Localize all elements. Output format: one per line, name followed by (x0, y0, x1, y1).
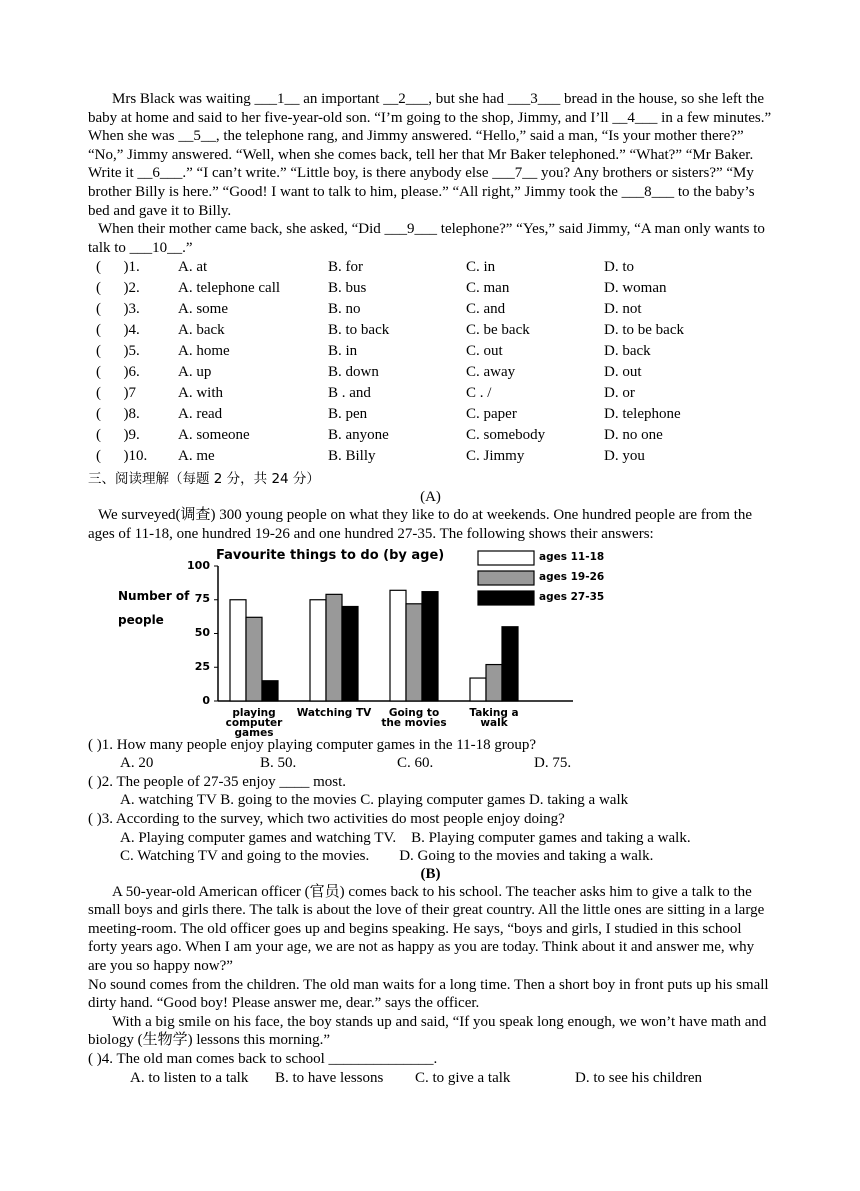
option-b: B. in (328, 343, 358, 360)
option-d: D. woman (604, 280, 667, 297)
y-tick-label: 100 (187, 558, 210, 572)
option-b: B. bus (328, 280, 367, 297)
x-category-label-line: Watching TV (296, 706, 372, 719)
option-b: B. for (328, 259, 363, 276)
option-d: D. not (604, 301, 642, 318)
x-category-label-line: computer games (225, 716, 283, 739)
y-tick-label: 75 (194, 592, 210, 606)
option-b: B . and (328, 385, 371, 402)
answer-option: B. to have lessons (275, 1069, 384, 1086)
option-d: D. or (604, 385, 635, 402)
option-blank: ( )8. (96, 406, 140, 423)
bar-0-1 (310, 599, 326, 700)
cloze-options (88, 257, 773, 467)
x-category-label-line: playing (232, 706, 276, 719)
x-category-label (454, 708, 534, 728)
bar-2-1 (342, 606, 358, 701)
option-blank: ( )4. (96, 322, 140, 339)
option-d: D. back (604, 343, 651, 360)
bar-1-2 (406, 603, 422, 700)
passage-b-paragraph-2: No sound comes from the children. The old man waits for a long time. Then a short boy in front puts up his small dirty hand. “Good boy! Please answer me, dear.” says the officer. (88, 976, 769, 1012)
question-3-options-line1: A. Playing computer games and watching TV. B. Playing computer games and taking a walk. (120, 829, 691, 846)
chart-title: Favourite things to do (by age) (216, 547, 445, 563)
worksheet-page (88, 90, 773, 1087)
y-tick-label: 25 (194, 659, 210, 673)
x-category-label-line: the movies (381, 716, 447, 729)
passage-b-label: (B) (420, 865, 441, 882)
answer-option: A. 20 (120, 755, 154, 772)
passage-a-intro: We surveyed(调查) 300 young people on what they like to do at weekends. One hundred people are from the ages of 11-18, one hundred 19-26 and one hundred 27-35. The following shows their answers: (88, 507, 753, 542)
option-b: B. anyone (328, 427, 389, 444)
question-3: ( )3. According to the survey, which two activities do most people enjoy doing? (88, 810, 565, 827)
answer-option: D. to see his children (575, 1069, 703, 1086)
bar-2-2 (422, 591, 438, 700)
option-a: A. some (178, 301, 228, 318)
x-category-label-line: Going to (388, 706, 440, 719)
option-c: C. Jimmy (466, 448, 525, 465)
option-blank: ( )7 (96, 385, 136, 402)
option-c: C. man (466, 280, 510, 297)
bar-1-1 (326, 594, 342, 701)
option-a: A. me (178, 448, 215, 465)
option-c: C. away (466, 364, 516, 381)
legend-label: ages 27-35 (539, 590, 605, 603)
option-c: C . / (466, 385, 492, 402)
passage-b-paragraph-3: With a big smile on his face, the boy stands up and said, “If you speak long enough, we won’t have math and biology (生物学) lessons this morning.” (88, 1013, 767, 1049)
x-category-label-line: Taking a walk (469, 706, 519, 729)
option-row (88, 299, 773, 320)
question-2-options: A. watching TV B. going to the movies C. playing computer games D. taking a walk (120, 792, 629, 809)
option-blank: ( )9. (96, 427, 140, 444)
option-b: B. down (328, 364, 379, 381)
option-d: D. to be back (604, 322, 684, 339)
option-a: A. at (178, 259, 208, 276)
option-row (88, 446, 773, 467)
option-blank: ( )1. (96, 259, 140, 276)
option-blank: ( )10. (96, 448, 148, 465)
question-3-options-line2: C. Watching TV and going to the movies. D. Going to the movies and taking a walk. (120, 848, 654, 865)
x-category-label (294, 708, 374, 718)
legend-label: ages 11-18 (539, 550, 605, 563)
option-b: B. no (328, 301, 361, 318)
option-c: C. paper (466, 406, 517, 423)
cloze-paragraph-2: When their mother came back, she asked, “Did ___9___ telephone?” “Yes,” said Jimmy, “A man only wants to talk to ___10__.” (88, 221, 765, 256)
option-row (88, 383, 773, 404)
bar-0-3 (470, 678, 486, 701)
question-4-options (88, 1069, 773, 1088)
option-a: A. someone (178, 427, 250, 444)
option-c: C. be back (466, 322, 530, 339)
option-a: A. with (178, 385, 223, 402)
option-a: A. home (178, 343, 230, 360)
option-blank: ( )2. (96, 280, 140, 297)
option-d: D. out (604, 364, 642, 381)
bar-0-2 (390, 590, 406, 701)
y-tick-label: 0 (202, 693, 210, 707)
x-category-label (214, 708, 294, 738)
option-c: C. and (466, 301, 506, 318)
option-a: A. back (178, 322, 225, 339)
option-d: D. you (604, 448, 645, 465)
answer-option: C. 60. (397, 755, 434, 772)
legend-label: ages 19-26 (539, 570, 605, 583)
legend-swatch-1 (478, 571, 534, 585)
option-d: D. to (604, 259, 634, 276)
question-1-options (88, 754, 773, 773)
answer-option: C. to give a talk (415, 1069, 511, 1086)
question-1: ( )1. How many people enjoy playing computer games in the 11-18 group? (88, 736, 537, 753)
option-b: B. to back (328, 322, 390, 339)
bar-chart (118, 546, 618, 739)
chart-y-label: Number of people (118, 588, 190, 627)
passage-b-paragraph-1: A 50-year-old American officer (官员) comes back to his school. The teacher asks him to give a talk to the small boys and girls there. The talk is about the love of their great country. All the little ones are sitting in a large meeting-room. The old officer goes up and begins speaking. He says, “boys and girls, I studied in this school forty years ago. When I am your age, we are not as happy as you are today. Think about it and answer me, why are you so happy now?” (88, 883, 765, 975)
option-d: D. no one (604, 427, 663, 444)
legend-swatch-0 (478, 551, 534, 565)
option-blank: ( )5. (96, 343, 140, 360)
option-row (88, 341, 773, 362)
y-tick-label: 50 (194, 626, 210, 640)
answer-option: B. 50. (260, 755, 297, 772)
option-a: A. up (178, 364, 212, 381)
option-row (88, 362, 773, 383)
option-blank: ( )6. (96, 364, 140, 381)
answer-option: D. 75. (534, 755, 572, 772)
answer-option: A. to listen to a talk (130, 1069, 249, 1086)
option-a: A. read (178, 406, 223, 423)
option-c: C. out (466, 343, 503, 360)
question-2: ( )2. The people of 27-35 enjoy ____ most. (88, 773, 347, 790)
option-row (88, 404, 773, 425)
option-row (88, 257, 773, 278)
bar-2-0 (262, 680, 278, 700)
option-b: B. Billy (328, 448, 376, 465)
x-category-label (374, 708, 454, 728)
option-row (88, 278, 773, 299)
bar-1-3 (486, 664, 502, 700)
bar-2-3 (502, 626, 518, 700)
option-a: A. telephone call (178, 280, 281, 297)
option-b: B. pen (328, 406, 368, 423)
legend-swatch-2 (478, 591, 534, 605)
passage-a-label: (A) (420, 489, 441, 506)
section-title: 三、阅读理解（每题 2 分，共 24 分） (88, 471, 320, 488)
option-c: C. somebody (466, 427, 546, 444)
bar-0-0 (230, 599, 246, 700)
option-c: C. in (466, 259, 496, 276)
question-4: ( )4. The old man comes back to school ______________. (88, 1051, 438, 1068)
option-d: D. telephone (604, 406, 681, 423)
option-row (88, 320, 773, 341)
cloze-paragraph-1: Mrs Black was waiting ___1__ an important __2___, but she had ___3___ bread in the house, so she left the baby at home and said to her five-year-old son. “I’m going to the shop, Jimmy, and I’ll __4___ in a few minutes.” When she was __5__, the telephone rang, and Jimmy answered. “Hello,” said a man, “Is your mother there?” “No,” Jimmy answered. “Well, when she comes back, tell her that Mr Baker telephoned.” “What?” “Mr Baker. Write it __6___.” “I can’t write.” “Little boy, is there anybody else ___7__ you? Any brothers or sisters?” “My brother Billy is here.” “Good! I want to talk to him, please.” “All right,” Jimmy took the ___8___ to the baby’s bed and gave it to Billy. (88, 91, 772, 219)
option-blank: ( )3. (96, 301, 140, 318)
bar-1-0 (246, 617, 262, 701)
option-row (88, 425, 773, 446)
